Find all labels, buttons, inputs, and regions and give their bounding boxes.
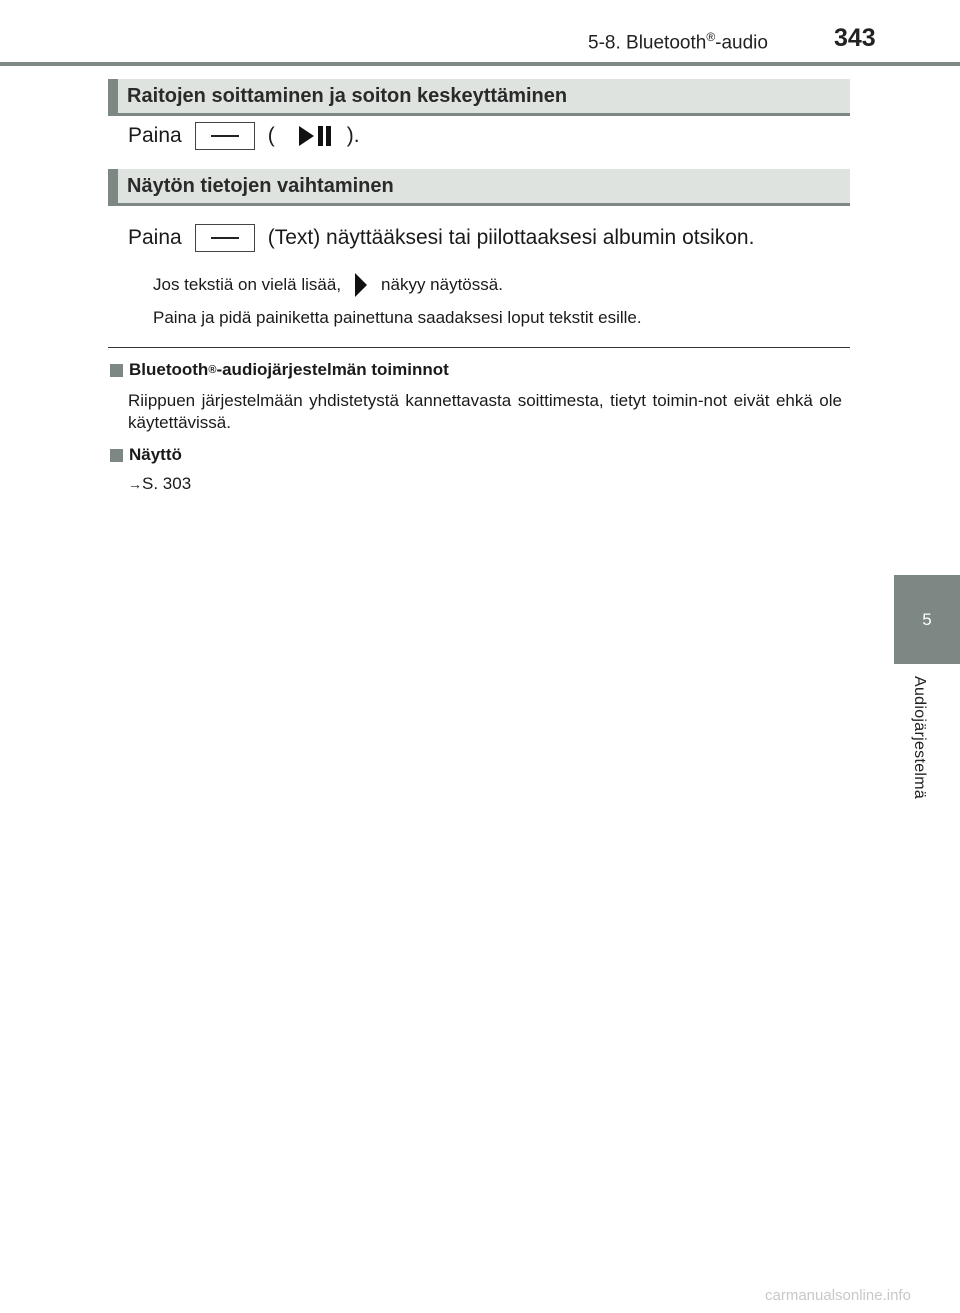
instruction-suffix: (Text) näyttääksesi tai piilottaaksesi albumin otsikon. — [267, 226, 755, 249]
hold-button-note: Paina ja pidä painiketta painettuna saadaksesi loput tekstit esille. — [153, 308, 642, 327]
chapter-label: Audiojärjestelmä — [911, 676, 928, 800]
note-text-before: Jos tekstiä on vielä lisää, — [153, 275, 342, 294]
note-heading-main: Näyttö — [129, 445, 182, 464]
page-number: 343 — [834, 24, 876, 52]
section-heading-text: Näytön tietojen vaihtaminen — [127, 174, 394, 197]
instruction-text-toggle — [128, 224, 754, 252]
section-title-main: 5-8. Bluetooth — [588, 32, 707, 54]
note-text-after: näkyy näytössä. — [381, 275, 503, 294]
instruction-play-pause — [128, 122, 360, 150]
paren-close: ). — [346, 124, 360, 147]
note-heading-tail: -audiojärjestelmän toiminnot — [216, 360, 449, 379]
section-divider — [108, 347, 850, 348]
reference-text[interactable]: S. 303 — [142, 474, 192, 493]
reference-arrow-icon: → — [128, 476, 142, 492]
chapter-number: 5 — [922, 609, 932, 629]
instruction-prefix: Paina — [128, 124, 182, 147]
more-text-note — [153, 272, 503, 298]
note-heading-bt-functions — [110, 360, 449, 380]
section-heading-play-pause — [108, 79, 850, 116]
registered-mark: ® — [706, 30, 716, 44]
instruction-prefix: Paina — [128, 226, 182, 249]
section-title — [588, 30, 768, 54]
note-heading-display — [110, 445, 182, 465]
bullet-square-icon — [110, 449, 123, 462]
hardware-button-symbol — [195, 224, 255, 252]
more-text-arrow-icon — [353, 272, 369, 298]
header-rule — [0, 62, 960, 66]
section-heading-text: Raitojen soittaminen ja soiton keskeyttäminen — [127, 84, 568, 107]
section-heading-display-info — [108, 169, 850, 206]
watermark: carmanualsonline.info — [765, 1287, 911, 1304]
page-reference[interactable] — [128, 474, 191, 494]
note-heading-main: Bluetooth — [129, 360, 209, 379]
chapter-tab[interactable] — [894, 575, 960, 664]
bullet-square-icon — [110, 364, 123, 377]
hardware-button-symbol — [195, 122, 255, 150]
play-pause-icon — [297, 123, 333, 149]
paren-open: ( — [267, 124, 275, 147]
note-text-bt-functions: Riippuen järjestelmään yhdistetystä kannettavasta soittimesta, tietyt toimin-not eivät ehkä ole käytettävissä. — [128, 391, 842, 432]
registered-mark: ® — [208, 364, 217, 376]
section-title-tail: -audio — [715, 32, 768, 54]
